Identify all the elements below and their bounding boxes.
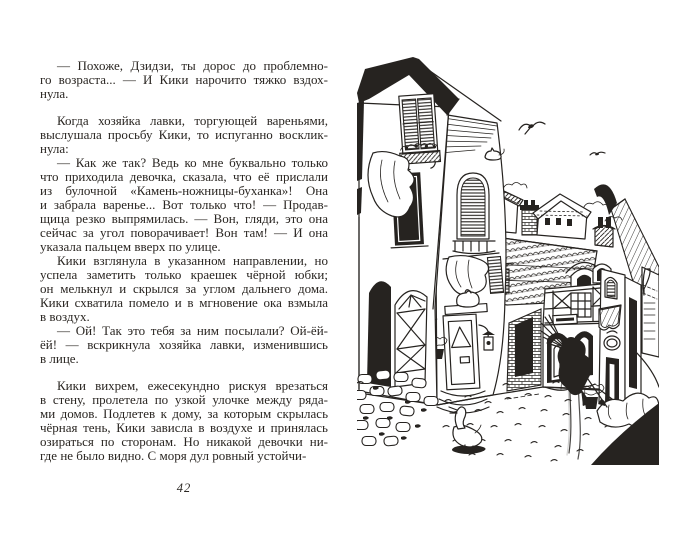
text-line: выслушала просьбу Кики, то испуганно восклик- [40, 127, 328, 142]
text-line: Когда хозяйка лавки, торгующей вареньями, [57, 113, 328, 128]
text-line: Кики вихрем, ежесекундно рискуя врезаться [57, 378, 328, 393]
text-line: и забрала варенье... Вот только что! — Продав- [40, 197, 328, 212]
page-number: 42 [176, 481, 192, 495]
far-right-wall [642, 267, 659, 357]
text-line: — Похоже, Дзидзи, ты дорос до проблемно- [57, 58, 328, 73]
text-column [40, 59, 328, 463]
text-line: сейчас за угол поворачивает! Вон там! — И она [40, 225, 328, 240]
text-line: Кики схватила помело и в мгновение ока взмыла [40, 295, 328, 310]
text-line: ми домов. Подлетев к дому, за которым скрылась [40, 406, 328, 421]
text-line: что приходила девочка, сказала, что её прислали [40, 169, 328, 184]
text-line: успела заметить только краешек чёрной юбки; [40, 267, 328, 282]
text-line: щица резко выпрямилась. — Вон, гляди, это она [40, 211, 328, 226]
text-line: го возраста... — И Кики нарочито тяжко вздох- [40, 72, 328, 87]
text-line: — Ой! Так это тебя за ним посылали? Ой-ёй- [57, 323, 328, 338]
street-illustration-svg [357, 57, 659, 465]
bird-icon [590, 152, 605, 155]
text-line: нула: [40, 141, 69, 156]
text-line: озираться по сторонам. Но никакой девочки ни- [40, 434, 328, 449]
text-line: — Как же так? Ведь ко мне буквально только [57, 155, 328, 170]
text-line: указала пальцем вверх по улице. [40, 239, 221, 254]
distant-white-house [533, 194, 591, 239]
illustration-page [357, 57, 659, 465]
text-page [40, 59, 328, 463]
text-line: где не было видно. С моря дул ровный устойчи- [40, 448, 307, 463]
text-line: в воздух. [40, 309, 90, 324]
text-line: Кики взглянула в указанном направлении, но [57, 253, 328, 268]
text-line: в стену, пролетела по узкой улочке между ряда- [40, 392, 328, 407]
narrow-window-column [625, 277, 641, 409]
text-line: чёрная тень, Кики зависла в воздухе и принялась [40, 420, 328, 435]
shop-tower [599, 269, 625, 409]
goose [449, 407, 486, 454]
pot-chimney [593, 217, 615, 247]
text-line: ёй! — вскрикнула хозяйка лавки, изменившись [40, 337, 328, 352]
alley-wall [505, 309, 543, 399]
text-line: из булочной «Камень-ножницы-буханка»! Она [40, 183, 328, 198]
text-line: он мелькнул и скрылся за углом дальнего дома. [40, 281, 328, 296]
text-line: нула. [40, 86, 69, 101]
bird-icon [519, 122, 545, 134]
text-line: в лице. [40, 351, 79, 366]
